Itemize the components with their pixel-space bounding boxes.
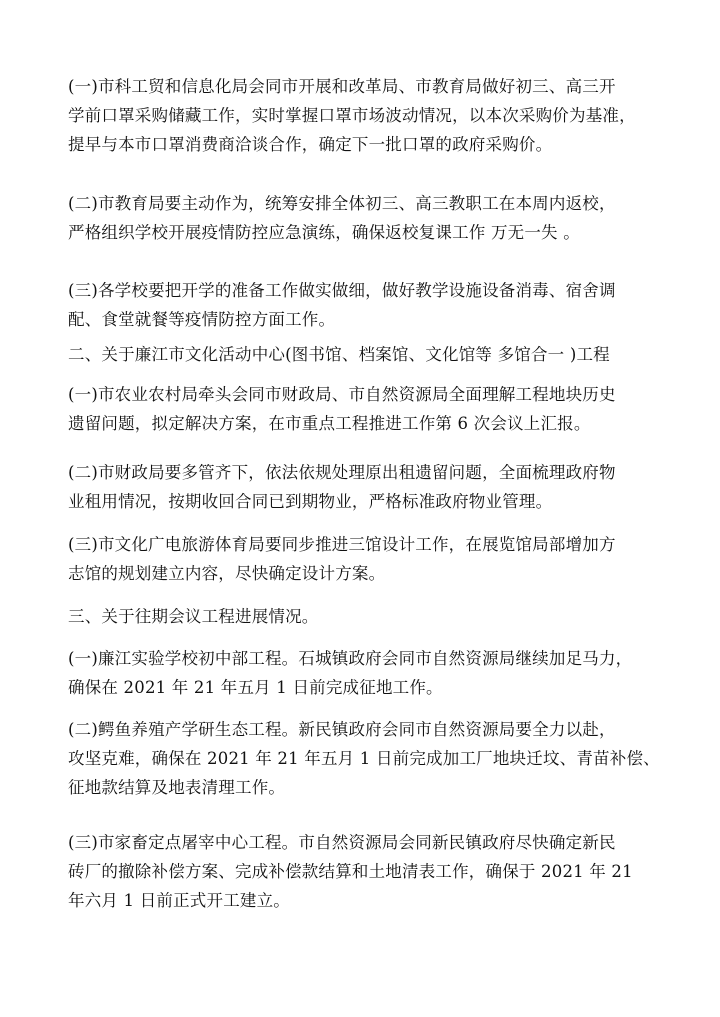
text-line: 年六月 1 日前正式开工建立。 xyxy=(68,891,290,910)
text-line: 提早与本市口罩消费商洽谈合作，确定下一批口罩的政府采购价。 xyxy=(68,135,553,154)
paragraph-8 xyxy=(68,715,658,802)
text-line: (一)廉江实验学校初中部工程。石城镇政府会同市自然资源局继续加足马力， xyxy=(68,649,633,668)
text-line: 确保在 2021 年 21 年五月 1 日前完成征地工作。 xyxy=(68,678,443,697)
text-line: (二)市教育局要主动作为，统筹安排全体初三、高三教职工在本周内返校， xyxy=(68,194,616,213)
text-line: 砖厂的撤除补偿方案、完成补偿款结算和土地清表工作，确保于 2021 年 21 xyxy=(68,862,633,881)
text-line: 严格组织学校开展疫情防控应急演练，确保返校复课工作 万无一失 。 xyxy=(68,223,580,242)
paragraph-3 xyxy=(68,276,658,334)
text-line: 配、食堂就餐等疫情防控方面工作。 xyxy=(68,310,336,329)
paragraph-9 xyxy=(68,828,658,915)
text-line: 遗留问题，拟定解决方案，在市重点工程推进工作第 6 次会议上汇报。 xyxy=(68,414,591,433)
paragraph-6 xyxy=(68,530,658,588)
text-line: 三、关于往期会议工程进展情况。 xyxy=(68,607,319,626)
text-line: 征地款结算及地表清理工作。 xyxy=(68,778,286,797)
section-heading-3 xyxy=(68,602,658,631)
text-line: 二、关于廉江市文化活动中心(图书馆、档案馆、文化馆等 多馆合一 )工程 xyxy=(68,345,610,364)
text-line: 攻坚克难，确保在 2021 年 21 年五月 1 日前完成加工厂地块迁坟、青苗补偿、 xyxy=(68,749,660,768)
paragraph-5 xyxy=(68,458,658,516)
text-line: 学前口罩采购储藏工作，实时掌握口罩市场波动情况，以本次采购价为基准， xyxy=(68,106,636,125)
paragraph-1 xyxy=(68,72,658,159)
text-line: (二)市财政局要多管齐下，依法依规处理原出租遗留问题，全面梳理政府物 xyxy=(68,463,616,482)
paragraph-4 xyxy=(68,380,658,438)
text-line: (三)市文化广电旅游体育局要同步推进三馆设计工作，在展览馆局部增加方 xyxy=(68,535,616,554)
text-line: (一)市农业农村局牵头会同市财政局、市自然资源局全面理解工程地块历史 xyxy=(68,385,616,404)
text-line: (三)各学校要把开学的准备工作做实做细，做好教学设施设备消毒、宿舍调 xyxy=(68,281,616,300)
section-heading-2 xyxy=(68,340,658,369)
text-line: (二)鳄鱼养殖产学研生态工程。新民镇政府会同市自然资源局要全力以赴， xyxy=(68,720,616,739)
paragraph-2 xyxy=(68,189,658,247)
paragraph-7 xyxy=(68,644,658,702)
text-line: 志馆的规划建立内容，尽快确定设计方案。 xyxy=(68,564,386,583)
text-line: (三)市家畜定点屠宰中心工程。市自然资源局会同新民镇政府尽快确定新民 xyxy=(68,833,616,852)
text-line: (一)市科工贸和信息化局会同市开展和改革局、市教育局做好初三、高三开 xyxy=(68,77,616,96)
text-line: 业租用情况，按期收回合同已到期物业，严格标准政府物业管理。 xyxy=(68,492,553,511)
